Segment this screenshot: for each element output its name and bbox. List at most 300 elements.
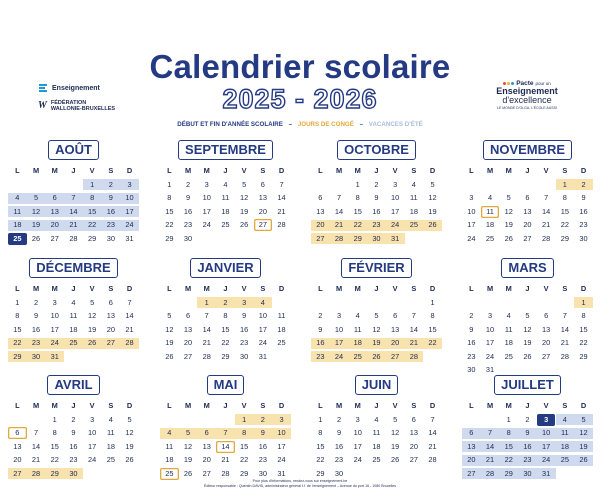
week-row [160,351,291,365]
day-cell: 15 [240,441,249,451]
fwb-label-line2: WALLONIE-BRUXELLES [50,106,116,112]
day-cell: 6 [525,193,530,202]
weekday-header: J [71,401,76,410]
day-cell: 20 [258,206,267,216]
day-cell: 23 [523,455,532,464]
weekday-header: M [203,166,210,175]
day-cell: 30 [106,233,115,243]
day-cell: 26 [183,468,193,478]
day-cell: 8 [90,193,95,202]
day-cell: 10 [277,428,286,437]
weekday-header-row [311,283,442,297]
day-cell: 29 [316,468,325,478]
day-cell: 21 [428,441,437,451]
day-cell: 17 [391,206,400,216]
day-cell: 24 [50,338,59,347]
day-cell: 26 [504,233,513,243]
day-cell: 16 [372,206,381,216]
day-cell: 11 [504,324,513,334]
week-row [462,206,593,220]
weekday-header: L [15,284,20,293]
day-cell: 5 [581,414,586,424]
day-cell: 12 [579,428,588,437]
month-block [311,258,442,361]
day-cell: 18 [165,455,174,464]
day-cell: 26 [125,455,134,464]
day-cell: 20 [183,338,193,347]
legend-separator: – [359,121,364,128]
day-cell: 24 [125,220,134,229]
day-cell: 3 [90,414,95,424]
day-cell: 14 [31,441,41,451]
day-cell: 28 [334,233,344,243]
week-row [462,310,593,324]
month-days-grid [160,165,291,246]
week-row [462,324,593,338]
day-cell: 9 [525,428,530,437]
weekday-header: L [469,284,474,293]
day-cell: 24 [391,220,400,229]
day-cell: 20 [391,338,400,347]
week-row [160,414,291,428]
day-cell: 22 [579,338,588,347]
day-cell: 3 [355,414,360,424]
day-cell: 25 [8,233,27,245]
day-cell: 28 [428,455,437,464]
day-cell: 5 [127,414,132,424]
weekday-header: J [525,284,530,293]
day-cell: 4 [355,311,360,320]
month-days-grid [311,165,442,246]
weekday-header: V [543,401,549,410]
weekday-header: S [108,284,114,293]
week-row [462,414,593,428]
pacte-enseignement: Enseignement [496,86,558,96]
day-cell: 16 [106,206,115,216]
day-cell: 1 [204,297,209,307]
day-cell: 19 [183,455,193,464]
weekday-header: D [126,166,133,175]
day-cell: 16 [240,324,249,334]
week-row [8,206,139,220]
week-row [311,441,442,455]
day-cell: 27 [106,338,115,347]
day-cell: 17 [258,324,267,334]
day-cell: 7 [411,311,416,320]
day-cell: 19 [504,220,513,229]
day-cell: 2 [108,179,113,189]
weekday-header: M [335,401,343,410]
day-cell: 6 [469,428,474,437]
day-cell: 2 [33,297,39,307]
day-cell: 3 [204,179,209,189]
weekday-header: D [278,284,285,293]
pacte-excellence: d'excellence [502,95,552,105]
weekday-header: J [525,166,530,175]
day-cell: 11 [107,428,115,437]
day-cell: 18 [409,206,418,216]
day-cell: 17 [50,324,59,334]
day-cell: 15 [316,441,325,451]
day-cell: 4 [167,428,172,437]
day-cell: 13 [316,206,325,216]
day-cell: 7 [279,179,284,189]
week-row [8,454,139,468]
day-cell: 4 [506,311,511,320]
weekday-header-row [160,283,291,297]
day-cell: 8 [562,193,567,202]
weekday-header: M [505,284,512,293]
day-cell: 22 [240,455,249,464]
weekday-header: M [184,166,192,175]
day-cell: 26 [31,233,41,243]
day-cell: 6 [544,311,549,320]
day-cell: 9 [469,324,474,334]
day-cell: 25 [485,233,495,243]
legend-vacances: VACANCES D'ÉTÉ [368,121,423,128]
day-cell: 17 [125,206,134,216]
day-cell: 21 [542,220,551,229]
week-row [8,310,139,324]
day-cell: 22 [88,220,97,229]
day-cell: 30 [523,468,532,478]
day-cell: 6 [185,311,191,320]
day-cell: 14 [409,324,418,334]
day-cell: 29 [221,351,230,361]
week-row [311,297,442,311]
month-days-grid [160,283,291,364]
day-cell: 6 [411,414,416,424]
month-days-grid [311,400,442,481]
day-cell: 17 [467,220,476,229]
day-cell: 13 [391,324,400,334]
weekday-header: V [89,284,95,293]
day-cell: 13 [409,428,418,437]
day-cell: 7 [430,414,435,424]
month-title: SEPTEMBRE [178,140,273,160]
weekday-header: M [51,166,58,175]
day-cell: 1 [355,179,360,189]
enseignement-label: Enseignement [52,84,100,92]
weekday-header-row [160,165,291,179]
day-cell: 10 [485,324,495,334]
day-cell: 14 [277,193,286,202]
day-cell: 22 [165,220,174,229]
weekday-header: D [278,401,285,410]
day-cell: 4 [562,414,567,424]
day-cell: 30 [579,233,588,243]
day-cell: 2 [260,414,265,424]
day-cell: 5 [242,179,247,189]
weekday-header: M [505,166,512,175]
day-cell: 11 [561,428,569,437]
day-cell: 16 [31,324,41,334]
weekday-header: M [184,284,192,293]
day-cell: 23 [258,455,267,464]
day-cell: 5 [167,311,172,320]
weekday-header: M [32,284,40,293]
day-cell: 29 [165,233,174,243]
month-block [8,375,139,478]
day-cell: 13 [13,441,22,451]
weekday-header: M [51,401,58,410]
day-cell: 15 [50,441,59,451]
week-row [160,233,291,247]
month-title: OCTOBRE [337,140,416,160]
day-cell: 20 [316,220,325,229]
day-cell: 21 [334,220,344,229]
weekday-header: J [223,284,228,293]
day-cell: 4 [108,414,113,424]
day-cell: 28 [542,233,551,243]
weekday-header: M [354,166,361,175]
day-cell: 7 [204,311,209,320]
day-cell: 1 [242,414,247,424]
fwb-label-line1: FÉDÉRATION [50,100,87,106]
weekday-header: V [89,166,95,175]
day-cell: 25 [372,455,381,464]
day-cell: 22 [316,455,325,464]
day-cell: 20 [409,441,418,451]
month-days-grid [311,283,442,364]
day-cell: 27 [391,351,400,361]
weekday-header-row [8,165,139,179]
day-cell: 14 [69,206,78,216]
day-cell: 1 [167,179,172,189]
month-block [311,375,442,478]
day-cell: 9 [581,193,586,202]
week-row [8,441,139,455]
weekday-header: J [223,166,228,175]
day-cell: 19 [391,441,400,451]
day-cell: 30 [183,233,193,243]
weekday-header: M [335,284,343,293]
day-cell: 11 [372,428,381,437]
day-cell: 3 [127,179,132,189]
day-cell: 13 [202,441,211,451]
day-cell: 19 [523,338,532,347]
day-cell: 30 [69,468,78,478]
day-cell: 19 [88,324,97,334]
day-cell: 19 [31,220,41,229]
day-cell: 25 [409,220,418,229]
weekday-header: S [260,284,266,293]
day-cell: 29 [560,233,569,243]
day-cell: 26 [391,455,400,464]
day-cell: 23 [69,455,78,464]
day-cell: 16 [467,338,476,347]
weekday-header: M [32,166,40,175]
day-cell: 17 [277,441,286,451]
day-cell: 19 [372,338,381,347]
day-cell: 14 [485,441,495,451]
day-cell: 8 [430,311,435,320]
day-cell: 26 [579,455,588,464]
weekday-header: S [260,401,266,410]
footer [0,479,600,489]
day-cell: 21 [125,324,134,334]
week-row [8,337,139,351]
day-cell: 9 [108,193,113,202]
day-cell: 23 [106,220,115,229]
month-block [8,140,139,243]
day-cell: 10 [391,193,400,202]
day-cell: 1 [562,179,567,189]
day-cell: 6 [260,179,265,189]
day-cell: 12 [240,193,249,202]
week-row [311,179,442,193]
day-cell: 16 [523,441,532,451]
month-title: NOVEMBRE [483,140,572,160]
page-title: Calendrier scolaire [149,48,451,85]
month-title: MARS [501,258,553,278]
day-cell: 12 [125,428,134,437]
day-cell: 25 [106,455,115,464]
day-cell: 12 [428,193,437,202]
week-row [160,454,291,468]
week-row [160,310,291,324]
weekday-header-row [462,400,593,414]
day-cell: 17 [334,338,344,347]
day-cell: 29 [353,233,362,243]
day-cell: 13 [542,324,551,334]
day-cell: 24 [353,455,362,464]
day-cell: 13 [106,311,115,320]
weekday-header: V [543,284,549,293]
weekday-header: D [429,284,436,293]
day-cell: 1 [318,414,323,424]
day-cell: 14 [542,206,551,216]
day-cell: 12 [391,428,400,437]
day-cell: 14 [202,324,211,334]
month-title: DÉCEMBRE [29,258,117,278]
day-cell: 4 [71,297,76,307]
weekday-header: V [543,166,549,175]
day-cell: 14 [125,311,134,320]
day-cell: 21 [409,338,418,347]
weekday-header: L [15,166,20,175]
day-cell: 24 [202,220,211,229]
day-cell: 4 [374,414,379,424]
day-cell: 17 [88,441,97,451]
month-days-grid [462,283,593,378]
day-cell: 29 [88,233,97,243]
pacte-tagline: LE MONDE D'OLGA, L'ÉCOLE AUSSI [497,106,557,110]
day-cell: 18 [353,338,362,347]
day-cell: 17 [542,441,551,451]
day-cell: 15 [428,324,437,334]
month-block [462,375,593,478]
day-cell: 5 [33,193,39,202]
day-cell: 27 [254,219,273,231]
weekday-header: D [429,401,436,410]
day-cell: 25 [504,351,513,361]
day-cell: 10 [202,193,211,202]
day-cell: 16 [183,206,193,216]
day-cell: 11 [353,324,362,334]
day-cell: 23 [579,220,588,229]
weekday-header: V [89,401,95,410]
day-cell: 23 [334,455,344,464]
day-cell: 3 [469,193,474,202]
week-row [160,427,291,441]
day-cell: 19 [579,441,588,451]
day-cell: 3 [279,414,284,424]
day-cell: 26 [428,220,437,229]
day-cell: 24 [467,233,476,243]
day-cell: 6 [52,193,57,202]
day-cell: 16 [69,441,78,451]
day-cell: 27 [409,455,418,464]
week-row [311,310,442,324]
day-cell: 7 [71,193,76,202]
day-cell: 21 [202,338,211,347]
footer-editor: Éditeur responsable : Quentin DAVID, administrateur général f.f. de l'enseignement – Avenue du port 16 - 1080 Bruxelles [203,484,397,488]
weekday-header: J [525,401,530,410]
day-cell: 12 [31,206,41,216]
week-row [8,233,139,247]
weekday-header: V [392,401,398,410]
day-cell: 22 [353,220,362,229]
week-row [311,427,442,441]
day-cell: 8 [318,428,323,437]
day-cell: 28 [69,233,78,243]
day-cell: 17 [485,338,495,347]
weekday-header: S [411,401,417,410]
weekday-header: S [411,166,417,175]
weekday-header: D [126,401,133,410]
weekday-header: L [167,166,172,175]
day-cell: 22 [50,455,59,464]
day-cell: 21 [31,455,41,464]
calendar-header [0,0,600,140]
weekday-header: J [374,166,379,175]
day-cell: 7 [487,428,493,437]
day-cell: 8 [52,428,57,437]
weekday-header: M [203,401,210,410]
week-row [160,337,291,351]
week-row [462,337,593,351]
day-cell: 30 [240,351,249,361]
day-cell: 23 [240,338,249,347]
day-cell: 3 [487,311,493,320]
week-row [160,297,291,311]
day-cell: 2 [223,297,228,307]
day-cell: 16 [316,338,325,347]
day-cell: 15 [353,206,362,216]
day-cell: 11 [277,311,286,320]
day-cell: 7 [544,193,549,202]
weekday-header: M [354,284,361,293]
day-cell: 11 [410,193,418,202]
week-row [462,441,593,455]
day-cell: 22 [428,338,437,347]
day-cell: 26 [523,351,532,361]
day-cell: 5 [506,193,511,202]
day-cell: 29 [240,468,249,478]
fwb-logo-icon: W [38,100,47,111]
weekday-header: L [318,284,323,293]
day-cell: 13 [467,441,476,451]
day-cell: 6 [204,428,209,437]
weekday-header: L [318,166,323,175]
day-cell: 2 [525,414,530,424]
day-cell: 10 [125,193,134,202]
day-cell: 27 [542,351,551,361]
weekday-header: M [505,401,512,410]
day-cell: 21 [69,220,78,229]
day-cell: 14 [428,428,437,437]
